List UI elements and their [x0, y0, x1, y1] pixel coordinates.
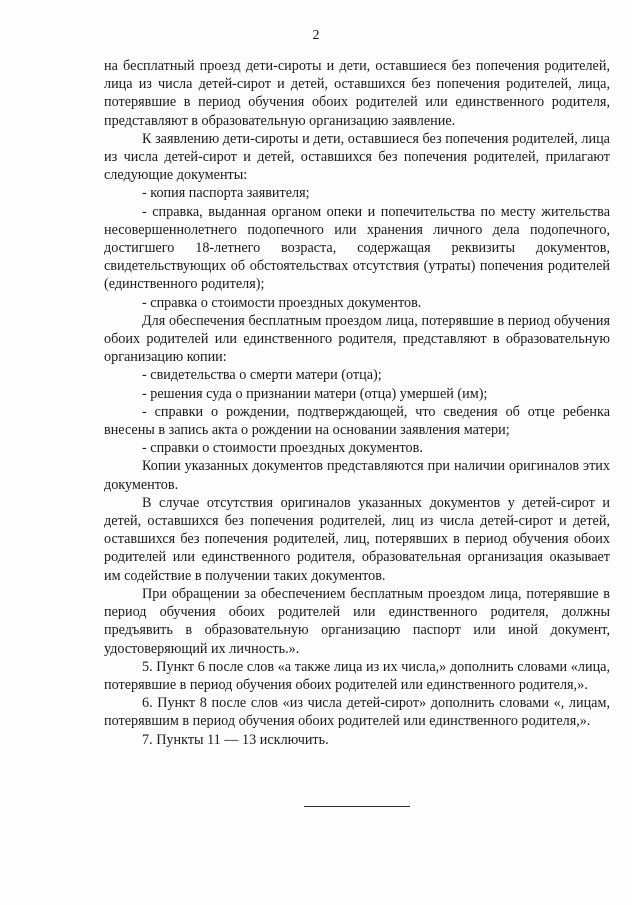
document-body: [104, 57, 610, 749]
list-item-passport-copy: - копия паспорта заявителя;: [142, 185, 310, 202]
end-separator-line: [304, 806, 410, 807]
list-item-travel-cost-certificate: - справка о стоимости проездных документов.: [142, 294, 422, 311]
paragraph-passport-presentation: При обращении за обеспечением бесплатным проездом лица, потерявшие в период обучения обоих родителей или единственного родителя, должны предъявить в образовательную организацию паспорт или иной документ, удостоверяющий их личность.».: [104, 585, 610, 657]
list-item-death-certificate: - свидетельства о смерти матери (отца);: [142, 367, 382, 384]
paragraph-missing-originals: В случае отсутствия оригиналов указанных документов у детей-сирот и детей, оставшихся без попечения родителей, лиц из числа детей-сирот и детей, оставшихся без попечения родителей, лиц, потерявших в период обучения обоих родителей или единственного родителя, образовательная организация оказывает им содействие в получении таких документов.: [104, 494, 610, 584]
paragraph-bereaved-documents: Для обеспечения бесплатным проездом лица, потерявшие в период обучения обоих родителей или единственного родителя, представляют в образовательную организацию копии:: [104, 312, 610, 366]
paragraph-intro-continuation: на бесплатный проезд дети-сироты и дети, оставшиеся без попечения родителей, лица из числа детей-сирот и детей, оставшихся без попечения родителей, лица, потерявшие в период обучения обоих родителей или единственного родителя, представляют в образовательную организацию заявление.: [104, 58, 610, 129]
paragraph-originals-required: Копии указанных документов представляются при наличии оригиналов этих документов.: [104, 458, 610, 493]
paragraph-orphans-documents: К заявлению дети-сироты и дети, оставшиеся без попечения родителей, лица из числа детей-сирот и детей, оставшихся без попечения родителей, прилагают следующие документы:: [104, 130, 610, 184]
amendment-item-6: 6. Пункт 8 после слов «из числа детей-сирот» дополнить словами «, лицам, потерявшим в период обучения обоих родителей или единственного родителя,».: [104, 695, 610, 730]
list-item-travel-cost-certificates: - справки о стоимости проездных документов.: [142, 440, 423, 457]
list-item-birth-certificate: - справки о рождении, подтверждающей, что сведения об отце ребенка внесены в запись акта о рождении на основании заявления матери;: [104, 403, 610, 439]
list-item-guardianship-certificate: - справка, выданная органом опеки и попечительства по месту жительства несовершеннолетнего подопечного или хранения личного дела подопечного, достигшего 18-летнего возраста, содержащая реквизиты документов, свидетельствующих об обстоятельствах отсутствия (утраты) попечения родителей (единственного родителя);: [104, 203, 610, 293]
amendment-item-5: 5. Пункт 6 после слов «а также лица из их числа,» дополнить словами «лица, потерявшие в период обучения обоих родителей или единственного родителя,».: [104, 658, 610, 693]
amendment-item-7: 7. Пункты 11 — 13 исключить.: [142, 731, 329, 748]
page-number: 2: [312, 28, 320, 43]
list-item-court-decision: - решения суда о признании матери (отца) умершей (им);: [142, 385, 488, 402]
